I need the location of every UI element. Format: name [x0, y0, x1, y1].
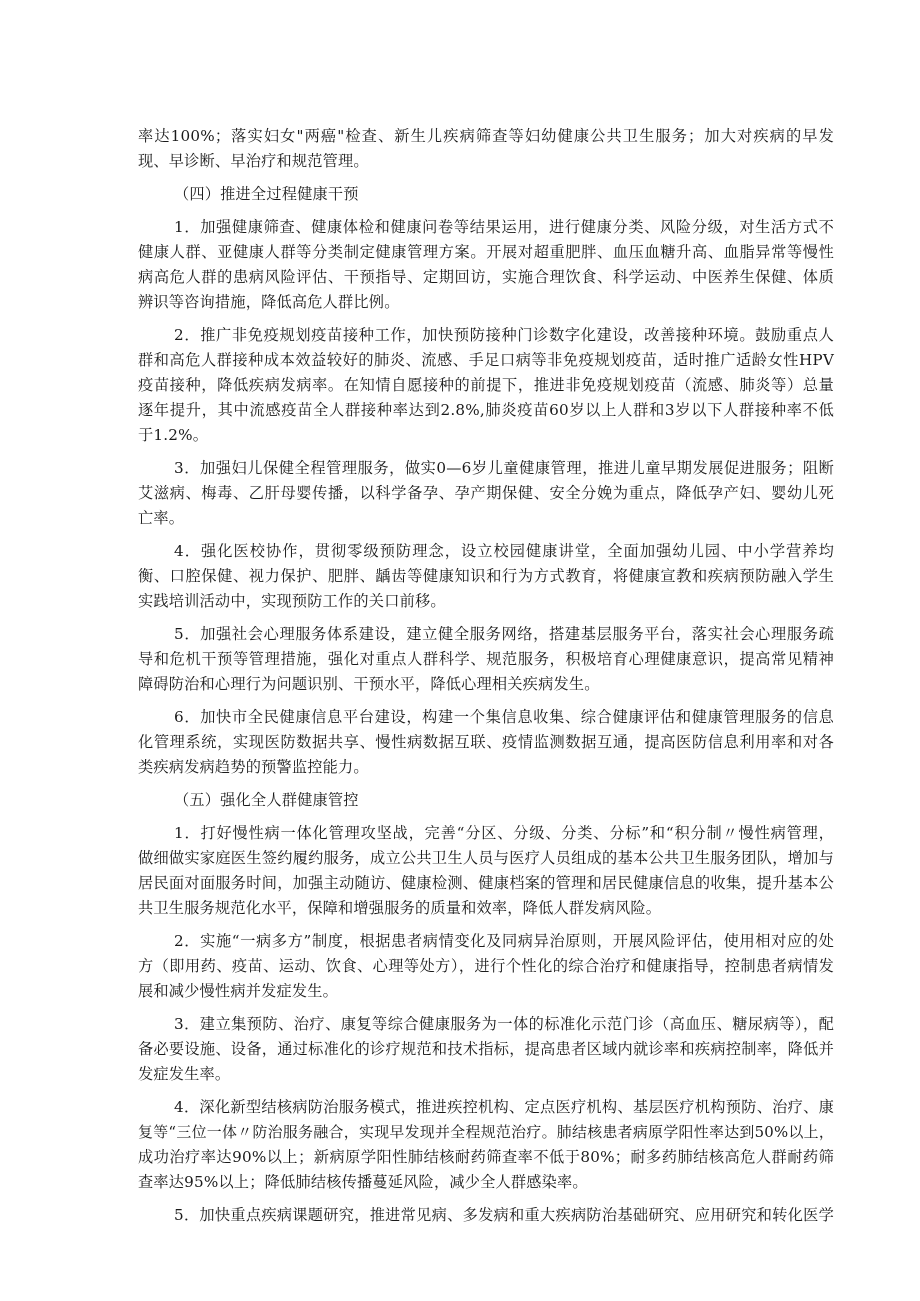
section-5-heading: （五）强化全人群健康管控	[174, 791, 359, 809]
text-line: 6．加快市全民健康信息平台建设，构建一个集信息收集、综合健康评估和健康管理服务的信息	[174, 708, 834, 726]
text-line: 做细做实家庭医生签约履约服务，成立公共卫生人员与医疗人员组成的基本公共卫生服务团队，增加与	[138, 849, 834, 867]
text-line: 方（即用药、疫苗、运动、饮食、心理等处方），进行个性化的综合治疗和健康指导，控制患者病情发	[138, 957, 834, 975]
section-5-item-2	[138, 929, 834, 1004]
section-5-item-4	[138, 1095, 834, 1195]
text-line: 亡率。	[138, 509, 185, 527]
text-line: 导和危机干预等管理措施，强化对重点人群科学、规范服务，积极培育心理健康意识，提高常见精神	[138, 650, 834, 668]
text-line: 共卫生服务规范化水平，保障和增强服务的质量和效率，降低人群发病风险。	[138, 899, 662, 917]
section-5-item-5	[138, 1203, 834, 1228]
text-line: 2．实施“一病多方”制度，根据患者病情变化及同病异治原则，开展风险评估，使用相对应的处	[174, 932, 834, 950]
text-line: 率达100%；落实妇女"两癌"检查、新生儿疾病筛查等妇幼健康公共卫生服务；加大对疾病的早发	[138, 127, 834, 145]
text-line: 艾滋病、梅毒、乙肝母婴传播，以科学备孕、孕产期保健、安全分娩为重点，降低孕产妇、婴幼儿死	[138, 484, 834, 502]
text-line: 化管理系统，实现医防数据共享、慢性病数据互联、疫情监测数据互通，提高医防信息利用率和对各	[138, 733, 834, 751]
text-line: 实践培训活动中，实现预防工作的关口前移。	[138, 592, 446, 610]
text-line: 发症发生率。	[138, 1065, 231, 1083]
text-line: 居民面对面服务时间，加强主动随访、健康检测、健康档案的管理和居民健康信息的收集，提升基本公	[138, 874, 834, 892]
text-line: 备必要设施、设备，通过标准化的诊疗规范和技术指标，提高患者区域内就诊率和疾病控制率，降低并	[138, 1040, 834, 1058]
text-line: 成功治疗率达90%以上；新病原学阳性肺结核耐药筛查率不低于80%；耐多药肺结核高危人群耐药筛	[138, 1148, 834, 1166]
section-5-item-3	[138, 1012, 834, 1087]
text-line: 5．加快重点疾病课题研究，推进常见病、多发病和重大疾病防治基础研究、应用研究和转化医学	[174, 1206, 834, 1224]
text-line: 类疾病发病趋势的预警监控能力。	[138, 758, 369, 776]
text-line: 1．打好慢性病一体化管理攻坚战，完善“分区、分级、分类、分标”和“积分制〃慢性病管理，	[174, 824, 834, 842]
text-line: 现、早诊断、早治疗和规范管理。	[138, 152, 369, 170]
document-page	[138, 124, 834, 1236]
text-line: 4．强化医校协作，贯彻零级预防理念，设立校园健康讲堂，全面加强幼儿园、中小学营养均	[174, 542, 834, 560]
text-line: 1．加强健康筛查、健康体检和健康问卷等结果运用，进行健康分类、风险分级，对生活方式不	[174, 218, 834, 236]
text-line: 复等“三位一体〃防治服务融合，实现早发现并全程规范治疗。肺结核患者病原学阳性率达到50%以上，	[138, 1123, 834, 1141]
text-line: 5．加强社会心理服务体系建设，建立健全服务网络，搭建基层服务平台，落实社会心理服务疏	[174, 625, 834, 643]
text-line: 于1.2%。	[138, 426, 209, 444]
text-line: 展和减少慢性病并发症发生。	[138, 982, 339, 1000]
section-4-item-5	[138, 622, 834, 697]
text-line: 健康人群、亚健康人群等分类制定健康管理方案。开展对超重肥胖、血压血糖升高、血脂异常等慢性	[138, 243, 834, 261]
text-line: 群和高危人群接种成本效益较好的肺炎、流感、手足口病等非免疫规划疫苗，适时推广适龄女性HPV	[138, 351, 834, 369]
text-line: 2．推广非免疫规划疫苗接种工作，加快预防接种门诊数字化建设，改善接种环境。鼓励重点人	[174, 326, 834, 344]
text-line: 疫苗接种，降低疾病发病率。在知情自愿接种的前提下，推进非免疫规划疫苗（流感、肺炎等）总量	[138, 376, 834, 394]
section-4-item-3	[138, 456, 834, 531]
text-line: 障碍防治和心理行为问题识别、干预水平，降低心理相关疾病发生。	[138, 675, 600, 693]
section-4-item-6	[138, 705, 834, 780]
section-4-item-2	[138, 323, 834, 448]
text-line: 4．深化新型结核病防治服务模式，推进疾控机构、定点医疗机构、基层医疗机构预防、治疗、康	[174, 1098, 834, 1116]
text-line: 衡、口腔保健、视力保护、肥胖、龋齿等健康知识和行为方式教育，将健康宣教和疾病预防融入学生	[138, 567, 834, 585]
text-line: 逐年提升，其中流感疫苗全人群接种率达到2.8%,肺炎疫苗60岁以上人群和3岁以下人群接种率不低	[138, 401, 834, 419]
intro-paragraph	[138, 124, 834, 174]
section-4-item-1	[138, 215, 834, 315]
text-line: 3．建立集预防、治疗、康复等综合健康服务为一体的标准化示范门诊（高血压、糖尿病等），配	[174, 1015, 834, 1033]
text-line: 辨识等咨询措施，降低高危人群比例。	[138, 293, 400, 311]
section-4-heading: （四）推进全过程健康干预	[174, 185, 359, 203]
section-5-item-1	[138, 821, 834, 921]
text-line: 3．加强妇儿保健全程管理服务，做实0—6岁儿童健康管理，推进儿童早期发展促进服务；阻断	[174, 459, 834, 477]
section-4-item-4	[138, 539, 834, 614]
text-line: 查率达95%以上；降低肺结核传播蔓延风险，减少全人群感染率。	[138, 1173, 588, 1191]
text-line: 病高危人群的患病风险评估、干预指导、定期回访，实施合理饮食、科学运动、中医养生保健、体质	[138, 268, 834, 286]
